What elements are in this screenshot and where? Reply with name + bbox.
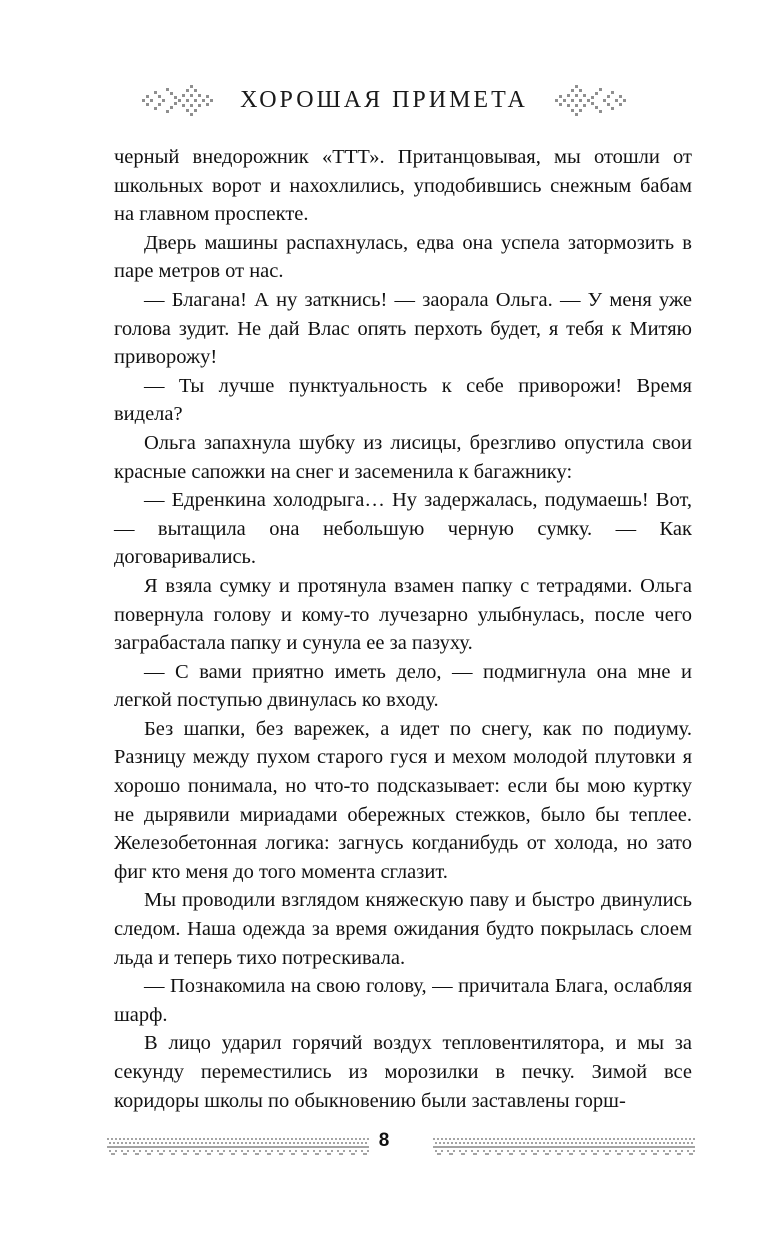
paragraph: Ольга запахнула шубку из лисицы, брезгливо опустила свои красные сапожки на снег и засеменила к багажнику: xyxy=(114,431,692,483)
paragraph: — Благана! А ну заткнись! — заорала Ольга. — У меня уже голова зудит. Не дай Влас опять перхоть будет, я тебя к Митяю приворожу! xyxy=(114,288,692,369)
paragraph: — С вами приятно иметь дело, — подмигнула она мне и легкой поступью двинулась ко входу. xyxy=(114,660,692,712)
folk-embroidery-ornament-icon xyxy=(138,80,218,120)
paragraph: — Едренкина холодрыга… Ну задержалась, подумаешь! Вот, — вытащила она небольшую черную сумку. — Как договаривались. xyxy=(114,489,692,569)
paragraph: Дверь машины распахнулась, едва она успела затормозить в паре метров от нас. xyxy=(114,231,692,283)
paragraph: — Ты лучше пунктуальность к себе приворожи! Время видела? xyxy=(114,374,692,426)
paragraph: — Познакомила на свою голову, — причитала Блага, ослабляя шарф. xyxy=(114,975,692,1026)
page-number: 8 xyxy=(378,1130,390,1151)
embroidery-border-icon xyxy=(107,1136,369,1158)
embroidery-border-icon xyxy=(433,1136,695,1158)
paragraph: Без шапки, без варежек, а идет по снегу, как по подиуму. Разницу между пухом старого гуся и мехом молодой плутовки я хорошо понимала, но что-то подсказывает: если бы мою куртку не дырявили мириадами обережных стежков, было бы теплее. Железобетонная логика: загнусь когданибудь от холода, но зато фиг кто меня до того момента сглазит. xyxy=(114,717,692,883)
paragraph: Мы проводили взглядом княжескую паву и быстро двинулись следом. Наша одежда за время ожидания будто покрылась слоем льда и теперь тихо потрескивала. xyxy=(114,889,692,969)
folk-embroidery-ornament-icon xyxy=(550,80,630,120)
running-title: ХОРОШАЯ ПРИМЕТА xyxy=(240,86,528,113)
page-footer xyxy=(0,1128,768,1164)
paragraph: черный внедорожник «ТТТ». Пританцовывая, мы отошли от школьных ворот и нахохлились, уподобившись снежным бабам на главном проспекте. xyxy=(114,146,692,226)
paragraph: Я взяла сумку и протянула взамен папку с тетрадями. Ольга повернула голову и кому-то лучезарно улыбнулась, после чего заграбастала папку и сунула ее за пазуху. xyxy=(114,574,692,655)
body-text xyxy=(114,143,692,1115)
paragraph: В лицо ударил горячий воздух тепловентилятора, и мы за секунду переместились из морозилки в печку. Зимой все коридоры школы по обыкновению были заставлены горш- xyxy=(114,1032,692,1112)
running-header xyxy=(0,80,768,120)
